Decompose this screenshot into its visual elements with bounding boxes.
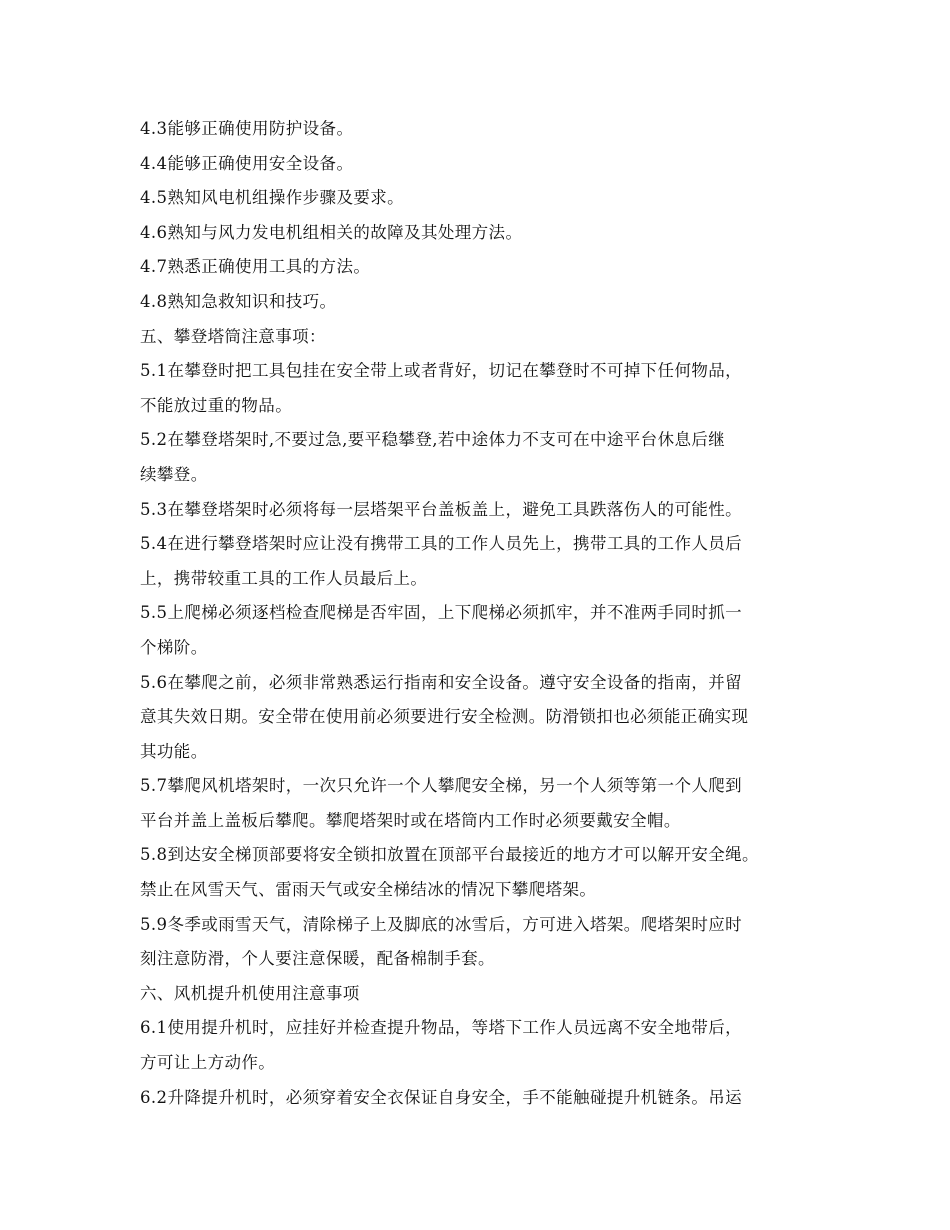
text-line: 5.4在进行攀登塔架时应让没有携带工具的工作人员先上，携带工具的工作人员后: [140, 534, 743, 554]
text-line: 禁止在风雪天气、雷雨天气或安全梯结冰的情况下攀爬塔架。: [140, 880, 597, 900]
text-line: 5.5上爬梯必须逐档检查爬梯是否牢固，上下爬梯必须抓牢，并不准两手同时抓一: [140, 603, 743, 623]
text-line: 5.3在攀登塔架时必须将每一层塔架平台盖板盖上，避免工具跌落伤人的可能性。: [140, 499, 743, 519]
section-heading: 五、攀登塔筒注意事项：: [140, 326, 326, 346]
text-line: 个梯阶。: [140, 637, 208, 657]
text-line: 5.7攀爬风机塔架时，一次只允许一个人攀爬安全梯，另一个人须等第一个人爬到: [140, 776, 743, 796]
text-line: 5.9冬季或雨雪天气，清除梯子上及脚底的冰雪后，方可进入塔架。爬塔架时应时: [140, 914, 743, 934]
text-line: 刻注意防滑，个人要注意保暖，配备棉制手套。: [140, 949, 495, 969]
text-line: 4.5熟知风电机组操作步骤及要求。: [140, 188, 405, 208]
section-heading: 六、风机提升机使用注意事项: [140, 983, 360, 1003]
text-line: 意其失效日期。安全带在使用前必须要进行安全检测。防滑锁扣也必须能正确实现: [140, 707, 749, 727]
text-line: 5.6在攀爬之前，必须非常熟悉运行指南和安全设备。遵守安全设备的指南，并留: [140, 672, 743, 692]
text-line: 不能放过重的物品。: [140, 395, 293, 415]
text-line: 6.2升降提升机时，必须穿着安全衣保证自身安全，手不能触碰提升机链条。吊运: [140, 1087, 743, 1107]
text-line: 平台并盖上盖板后攀爬。攀爬塔架时或在塔筒内工作时必须要戴安全帽。: [140, 810, 681, 830]
text-line: 上，携带较重工具的工作人员最后上。: [140, 568, 428, 588]
text-line: 4.6熟知与风力发电机组相关的故障及其处理方法。: [140, 222, 523, 242]
text-line: 5.1在攀登时把工具包挂在安全带上或者背好，切记在攀登时不可掉下任何物品，: [140, 361, 743, 381]
text-line: 续攀登。: [140, 464, 208, 484]
text-line: 5.8到达安全梯顶部要将安全锁扣放置在顶部平台最接近的地方才可以解开安全绳。: [140, 845, 759, 865]
text-line: 6.1使用提升机时，应挂好并检查提升物品，等塔下工作人员远离不安全地带后，: [140, 1018, 743, 1038]
text-line: 4.8熟知急救知识和技巧。: [140, 291, 337, 311]
text-line: 5.2在攀登塔架时,不要过急,要平稳攀登,若中途体力不支可在中途平台休息后继: [140, 430, 726, 450]
text-line: 方可让上方动作。: [140, 1053, 276, 1073]
text-line: 4.7熟悉正确使用工具的方法。: [140, 257, 371, 277]
text-line: 其功能。: [140, 741, 208, 761]
text-line: 4.4能够正确使用安全设备。: [140, 153, 354, 173]
text-line: 4.3能够正确使用防护设备。: [140, 119, 354, 138]
document-body: [140, 112, 840, 1115]
